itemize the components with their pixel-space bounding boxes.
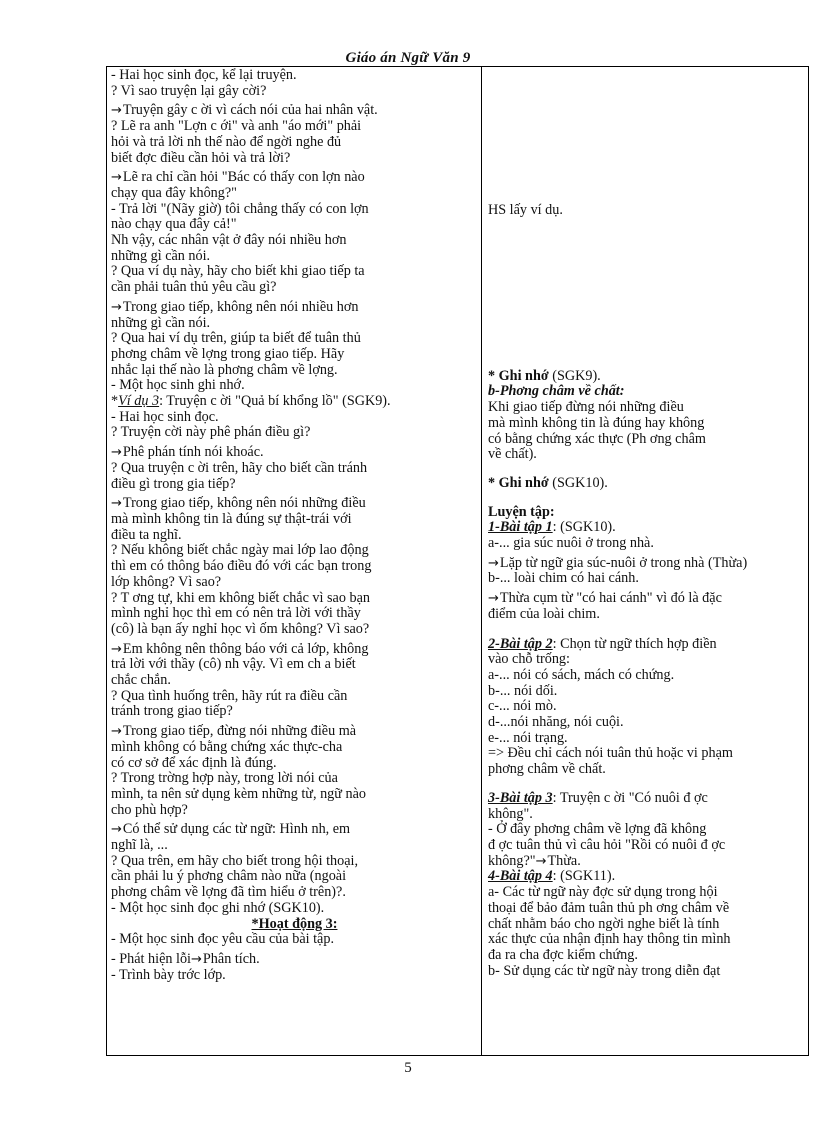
text-line: ? Qua hai ví dụ trên, giúp ta biết để tuân thủ [111, 330, 361, 347]
text-line: ? Truyện cời này phê phán điều gì? [111, 424, 311, 441]
text-line: (cô) là bạn ấy nghỉ học vì ốm không? Vì sao? [111, 620, 370, 637]
answer-line: →Lẽ ra chỉ cần hỏi "Bác có thấy con lợn nào [111, 169, 365, 186]
text-line: về chất). [488, 446, 537, 463]
text-line: e-... nói trạng. [488, 729, 568, 746]
example-heading: *Ví dụ 3: Truyện c ời "Quả bí khổng lồ" (SGK9). [111, 393, 391, 410]
page-header: Giáo án Ngữ Văn 9 [345, 50, 471, 66]
answer-line: →Phê phán tính nói khoác. [111, 444, 264, 461]
text-line: => Đều chỉ cách nói tuân thủ hoặc vi phạm [488, 745, 733, 762]
section-heading: b-Phơng châm về chất: [488, 383, 625, 400]
text-line: nào chạy qua đây cả!" [111, 216, 237, 233]
text-line: c-... nói mò. [488, 698, 557, 715]
text-line: chắc chắn. [111, 672, 171, 689]
text-line: b-... loài chim có hai cánh. [488, 570, 639, 587]
note-line: * Ghi nhớ (SGK10). [488, 474, 608, 491]
text-line: biết đợc điều cần hỏi và trả lời? [111, 149, 291, 166]
text-line: thoại để bảo đảm tuân thủ ph ơng châm về [488, 899, 730, 916]
text-line: chất nhằm báo cho ngời nghe biết là tính [488, 915, 720, 932]
text-line: đa ra cha đợc kiểm chứng. [488, 946, 638, 963]
text-line: - Trả lời "(Nãy giờ) tôi chẳng thấy có con lợn [111, 200, 369, 217]
text-line: mình, ta nên sử dụng kèm những từ, ngữ nào [111, 785, 366, 802]
text-line: Khi giao tiếp đừng nói những điều [488, 399, 684, 416]
answer-line: →Thừa cụm từ "có hai cánh" vì đó là đặc [488, 590, 722, 607]
text-line: tránh trong giao tiếp? [111, 703, 233, 720]
arrow-icon: → [488, 555, 499, 571]
text-line: vào chỗ trống: [488, 651, 570, 668]
text-line: xác thực của nhận định hay thông tin mình [488, 931, 731, 948]
text-line: cần phải tuân thủ yêu cầu gì? [111, 279, 277, 296]
text-line: chạy qua đây không?" [111, 184, 237, 201]
text-line: d-...nói nhăng, nói cuội. [488, 714, 624, 731]
text-line: ? Lẽ ra anh "Lợn c ới" và anh "áo mới" phải [111, 118, 362, 135]
text-line: cần phải lu ý phơng châm nào nữa (ngoài [111, 868, 347, 885]
activity-heading: *Hoạt động 3: [251, 915, 338, 932]
answer-line: →Trong giao tiếp, không nên nói nhiều hơn [111, 298, 359, 315]
text-line: không?"→Thừa. [488, 852, 581, 869]
text-line: ? T ơng tự, khi em không biết chắc vì sao bạn [111, 589, 370, 606]
text-line: phơng châm về chất. [488, 761, 606, 778]
text-line: ? Qua ví dụ này, hãy cho biết khi giao tiếp ta [111, 263, 365, 280]
text-line: mà mình không tin là đúng sự thật-trái với [111, 510, 352, 527]
arrow-icon: → [111, 641, 122, 657]
answer-line: →Truyện gây c ời vì cách nói của hai nhân vật. [111, 102, 378, 119]
text-line: điểm của loài chim. [488, 605, 600, 622]
text-line: điều gì trong gia tiếp? [111, 475, 236, 492]
answer-line: →Em không nên thông báo với cả lớp, không [111, 640, 369, 657]
text-line: ? Trong trờng hợp này, trong lời nói của [111, 770, 338, 787]
arrow-icon: → [191, 951, 202, 967]
answer-line: →Lặp từ ngữ gia súc-nuôi ở trong nhà (Thừa) [488, 554, 748, 571]
text-line: - Hai học sinh đọc. [111, 408, 219, 425]
text-line: nghĩ là, ... [111, 837, 168, 854]
page-number: 5 [404, 1060, 412, 1076]
text-line: hỏi và trả lời nh thế nào để ngời nghe đủ [111, 133, 342, 150]
text-line: có bằng chứng xác thực (Ph ơng châm [488, 430, 706, 447]
practice-heading: Luyện tập: [488, 503, 555, 520]
arrow-icon: → [111, 724, 122, 740]
text-line: a-... gia súc nuôi ở trong nhà. [488, 535, 654, 552]
lesson-table [106, 66, 809, 1056]
text-line: ? Vì sao truyện lại gây cời? [111, 82, 267, 99]
arrow-icon: → [535, 853, 547, 869]
arrow-icon: → [111, 103, 122, 119]
arrow-icon: → [111, 496, 122, 512]
answer-line: →Có thể sử dụng các từ ngữ: Hình nh, em [111, 821, 351, 838]
text-line: - Một học sinh ghi nhớ. [111, 377, 245, 394]
note-line: * Ghi nhớ (SGK9). [488, 367, 601, 384]
text-line: lớp không? Vì sao? [111, 573, 222, 590]
text-line: ? Qua truyện c ời trên, hãy cho biết cần tránh [111, 459, 368, 476]
text-line: - Ở đây phơng châm về lợng đã không [488, 821, 707, 838]
text-line: không". [488, 805, 533, 822]
arrow-icon: → [111, 170, 122, 186]
exercise-heading: 1-Bài tập 1: (SGK10). [488, 519, 616, 536]
text-line: ? Nếu không biết chắc ngày mai lớp lao động [111, 542, 369, 559]
teacher-activity-column [107, 67, 482, 1055]
text-line: b-... nói dối. [488, 682, 558, 699]
exercise-heading: 3-Bài tập 3: Truyện c ời "Có nuôi đ ợc [488, 789, 708, 806]
text-line: mà mình không tin là đúng hay không [488, 414, 705, 431]
text-line: - Một học sinh đọc yêu cầu của bài tập. [111, 931, 334, 948]
text-line: phơng châm về lợng đã tìm hiểu ở trên)?. [111, 884, 346, 901]
arrow-icon: → [111, 822, 122, 838]
text-line: - Phát hiện lỗi→Phân tích. [111, 950, 260, 967]
exercise-heading: 2-Bài tập 2: Chọn từ ngữ thích hợp điền [488, 635, 717, 652]
text-line: b- Sử dụng các từ ngữ này trong diễn đạt [488, 962, 721, 979]
text-line: những gì cần nói. [111, 247, 211, 264]
text-line: đ ợc tuân thủ vì câu hỏi "Rồi có nuôi đ ợc [488, 836, 726, 853]
text-line: mình nghỉ học thì em có nên trả lời với thầy [111, 605, 361, 622]
text-line: nhắc lại thế nào là phơng châm về lợng. [111, 361, 338, 378]
text-line: - Trình bày trớc lớp. [111, 966, 226, 983]
exercise-heading: 4-Bài tập 4: (SGK11). [488, 868, 616, 885]
text-line: phơng châm về lợng trong giao tiếp. Hãy [111, 345, 345, 362]
text-line: a-... nói có sách, mách có chứng. [488, 666, 675, 683]
arrow-icon: → [111, 299, 122, 315]
text-line: - Một học sinh đọc ghi nhớ (SGK10). [111, 899, 325, 916]
text-line: có cơ sở để xác định là đúng. [111, 754, 277, 771]
text-line: cho phù hợp? [111, 801, 188, 818]
answer-line: →Trong giao tiếp, đừng nói những điều mà [111, 723, 357, 740]
text-line: Nh vậy, các nhân vật ở đây nói nhiều hơn [111, 232, 347, 249]
text-line: a- Các từ ngữ này đợc sử dụng trong hội [488, 884, 718, 901]
text-line: những gì cần nói. [111, 314, 211, 331]
text-line: mình không có bằng chứng xác thực-cha [111, 738, 343, 755]
text-line: ? Qua trên, em hãy cho biết trong hội thoại, [111, 852, 359, 869]
text-line: HS lấy ví dụ. [488, 202, 563, 218]
text-line: ? Qua tình huống trên, hãy rút ra điều cần [111, 687, 348, 704]
arrow-icon: → [111, 445, 122, 461]
arrow-icon: → [488, 591, 499, 607]
text-line: thì em có thông báo điều đó với các bạn trong [111, 558, 372, 575]
text-line: điều ta nghĩ. [111, 526, 182, 543]
text-line: - Hai học sinh đọc, kể lại truyện. [111, 67, 297, 83]
student-activity-column [482, 67, 808, 1055]
answer-line: →Trong giao tiếp, không nên nói những điều [111, 495, 366, 512]
text-line: trả lời với thầy (cô) nh vậy. Vì em ch a biết [111, 656, 356, 673]
